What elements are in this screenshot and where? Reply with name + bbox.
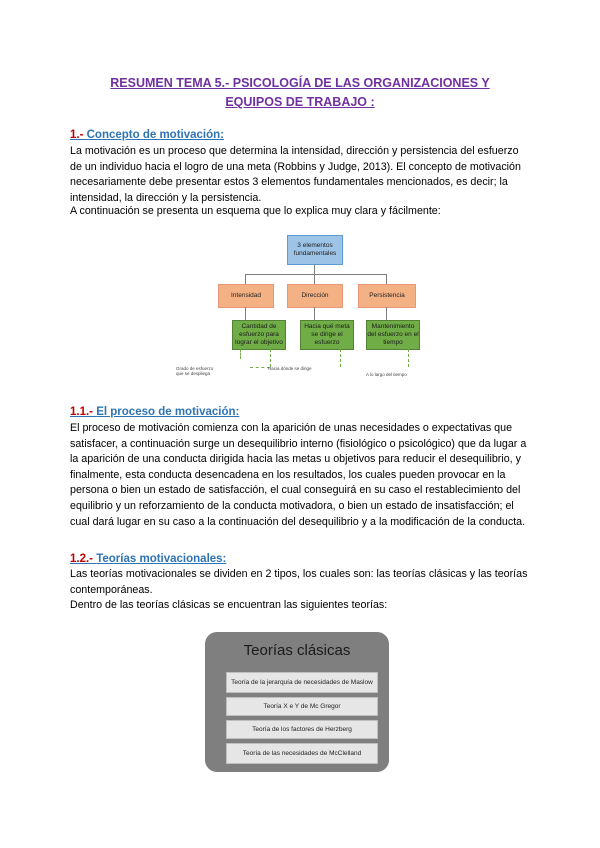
section-1-2-title: Teorías motivacionales: — [96, 553, 227, 565]
theory-item-mcclelland: Teoría de las necesidades de McClelland — [226, 743, 378, 764]
section-1-1-number: 1.1.- — [70, 406, 94, 418]
theory-item-maslow: Teoría de la jerarquía de necesidades de Maslow — [226, 672, 378, 693]
section-1-1-paragraph: El proceso de motivación comienza con la aparición de unas necesidades o expectativas que satisfacer, a continuación surge un desequilibrio interno (fisiológico o psicológico) que da lugar a la aparición de una conducta dirigida hacia las metas u objetivos para reducir el desequilibrio, y finalmente, esta conducta desencadena en los resultados, los cuales pueden provocar en la persona o bien un estado de satisfacción, el cual conseguirá en su caso el restablecimiento del equilibrio y un reforzamiento de la conducta motivadora, o bien un estado de insatisfacción; el cual dará lugar en su caso a la continuación del desequilibrio y a la modificación de la conducta. — [70, 422, 527, 528]
dashed-connector — [250, 367, 270, 368]
section-1-2-number: 1.2.- — [70, 553, 94, 565]
diagram-persistencia-box: Persistencia — [358, 284, 416, 308]
connector — [245, 274, 387, 275]
section-1-2-intro: Dentro de las teorías clásicas se encuentran las siguientes teorías: — [70, 599, 388, 611]
motivation-diagram — [160, 232, 450, 387]
section-1-1-heading — [70, 406, 239, 418]
diagram-note-left-line-1: Grado de esfuerzo — [176, 366, 214, 371]
title-line-2: EQUIPOS DE TRABAJO : — [225, 95, 375, 109]
connector — [386, 274, 387, 284]
connector — [314, 264, 315, 274]
diagram-top-box: 3 elementos fundamentales — [287, 235, 343, 265]
diagram-note-left-line-2: que se despliega — [176, 371, 211, 376]
diagram-direccion-box: Dirección — [287, 284, 343, 308]
connector — [314, 307, 315, 320]
diagram-persistencia-detail: Mantenimiento del esfuerzo en el tiempo — [366, 320, 420, 350]
diagram-intensidad-detail: Cantidad de esfuerzo para lograr el objetivo — [232, 320, 286, 350]
section-1-title: Concepto de motivación: — [86, 129, 224, 141]
title-line-1: RESUMEN TEMA 5.- PSICOLOGÍA DE LAS ORGANIZACIONES Y — [110, 76, 490, 90]
theory-item-herzberg: Teoría de los factores de Herzberg — [226, 720, 378, 739]
dashed-connector — [408, 349, 409, 367]
dashed-connector — [240, 349, 241, 359]
section-1-paragraph: La motivación es un proceso que determina la intensidad, dirección y persistencia del esfuerzo de un individuo hacia el logro de una meta (Robbins y Judge, 2013). El concepto de motivación necesariamente debe presentar estos 3 elementos fundamentales mencionados, es decir; la intensidad, la dirección y la persistencia. — [70, 145, 521, 204]
connector — [314, 274, 315, 284]
diagram-direccion-detail: Hacia qué meta se dirige el esfuerzo — [300, 320, 354, 350]
diagram-intensidad-box: Intensidad — [218, 284, 274, 308]
classic-theories-box — [205, 632, 389, 772]
connector — [386, 307, 387, 320]
diagram-note-left — [176, 366, 236, 376]
connector — [245, 307, 246, 320]
dashed-connector — [340, 349, 341, 367]
connector — [245, 274, 246, 284]
diagram-note-middle: Hacia dónde se dirige — [268, 366, 312, 371]
section-1-2-heading — [70, 553, 226, 565]
section-1-number: 1.- — [70, 129, 84, 141]
diagram-note-right: A lo largo del tiempo — [366, 372, 407, 377]
theory-item-mcgregor: Teoría X e Y de Mc Gregor — [226, 697, 378, 716]
section-1-heading — [70, 129, 224, 141]
section-1-intro: A continuación se presenta un esquema que lo explica muy clara y fácilmente: — [70, 205, 441, 217]
dashed-connector — [270, 349, 271, 367]
classic-theories-title: Teorías clásicas — [243, 642, 351, 659]
document-title — [60, 74, 540, 112]
section-1-2-paragraph: Las teorías motivacionales se dividen en 2 tipos, los cuales son: las teorías clásicas y las teorías contemporáneas. — [70, 568, 528, 596]
section-1-1-title: El proceso de motivación: — [96, 406, 240, 418]
